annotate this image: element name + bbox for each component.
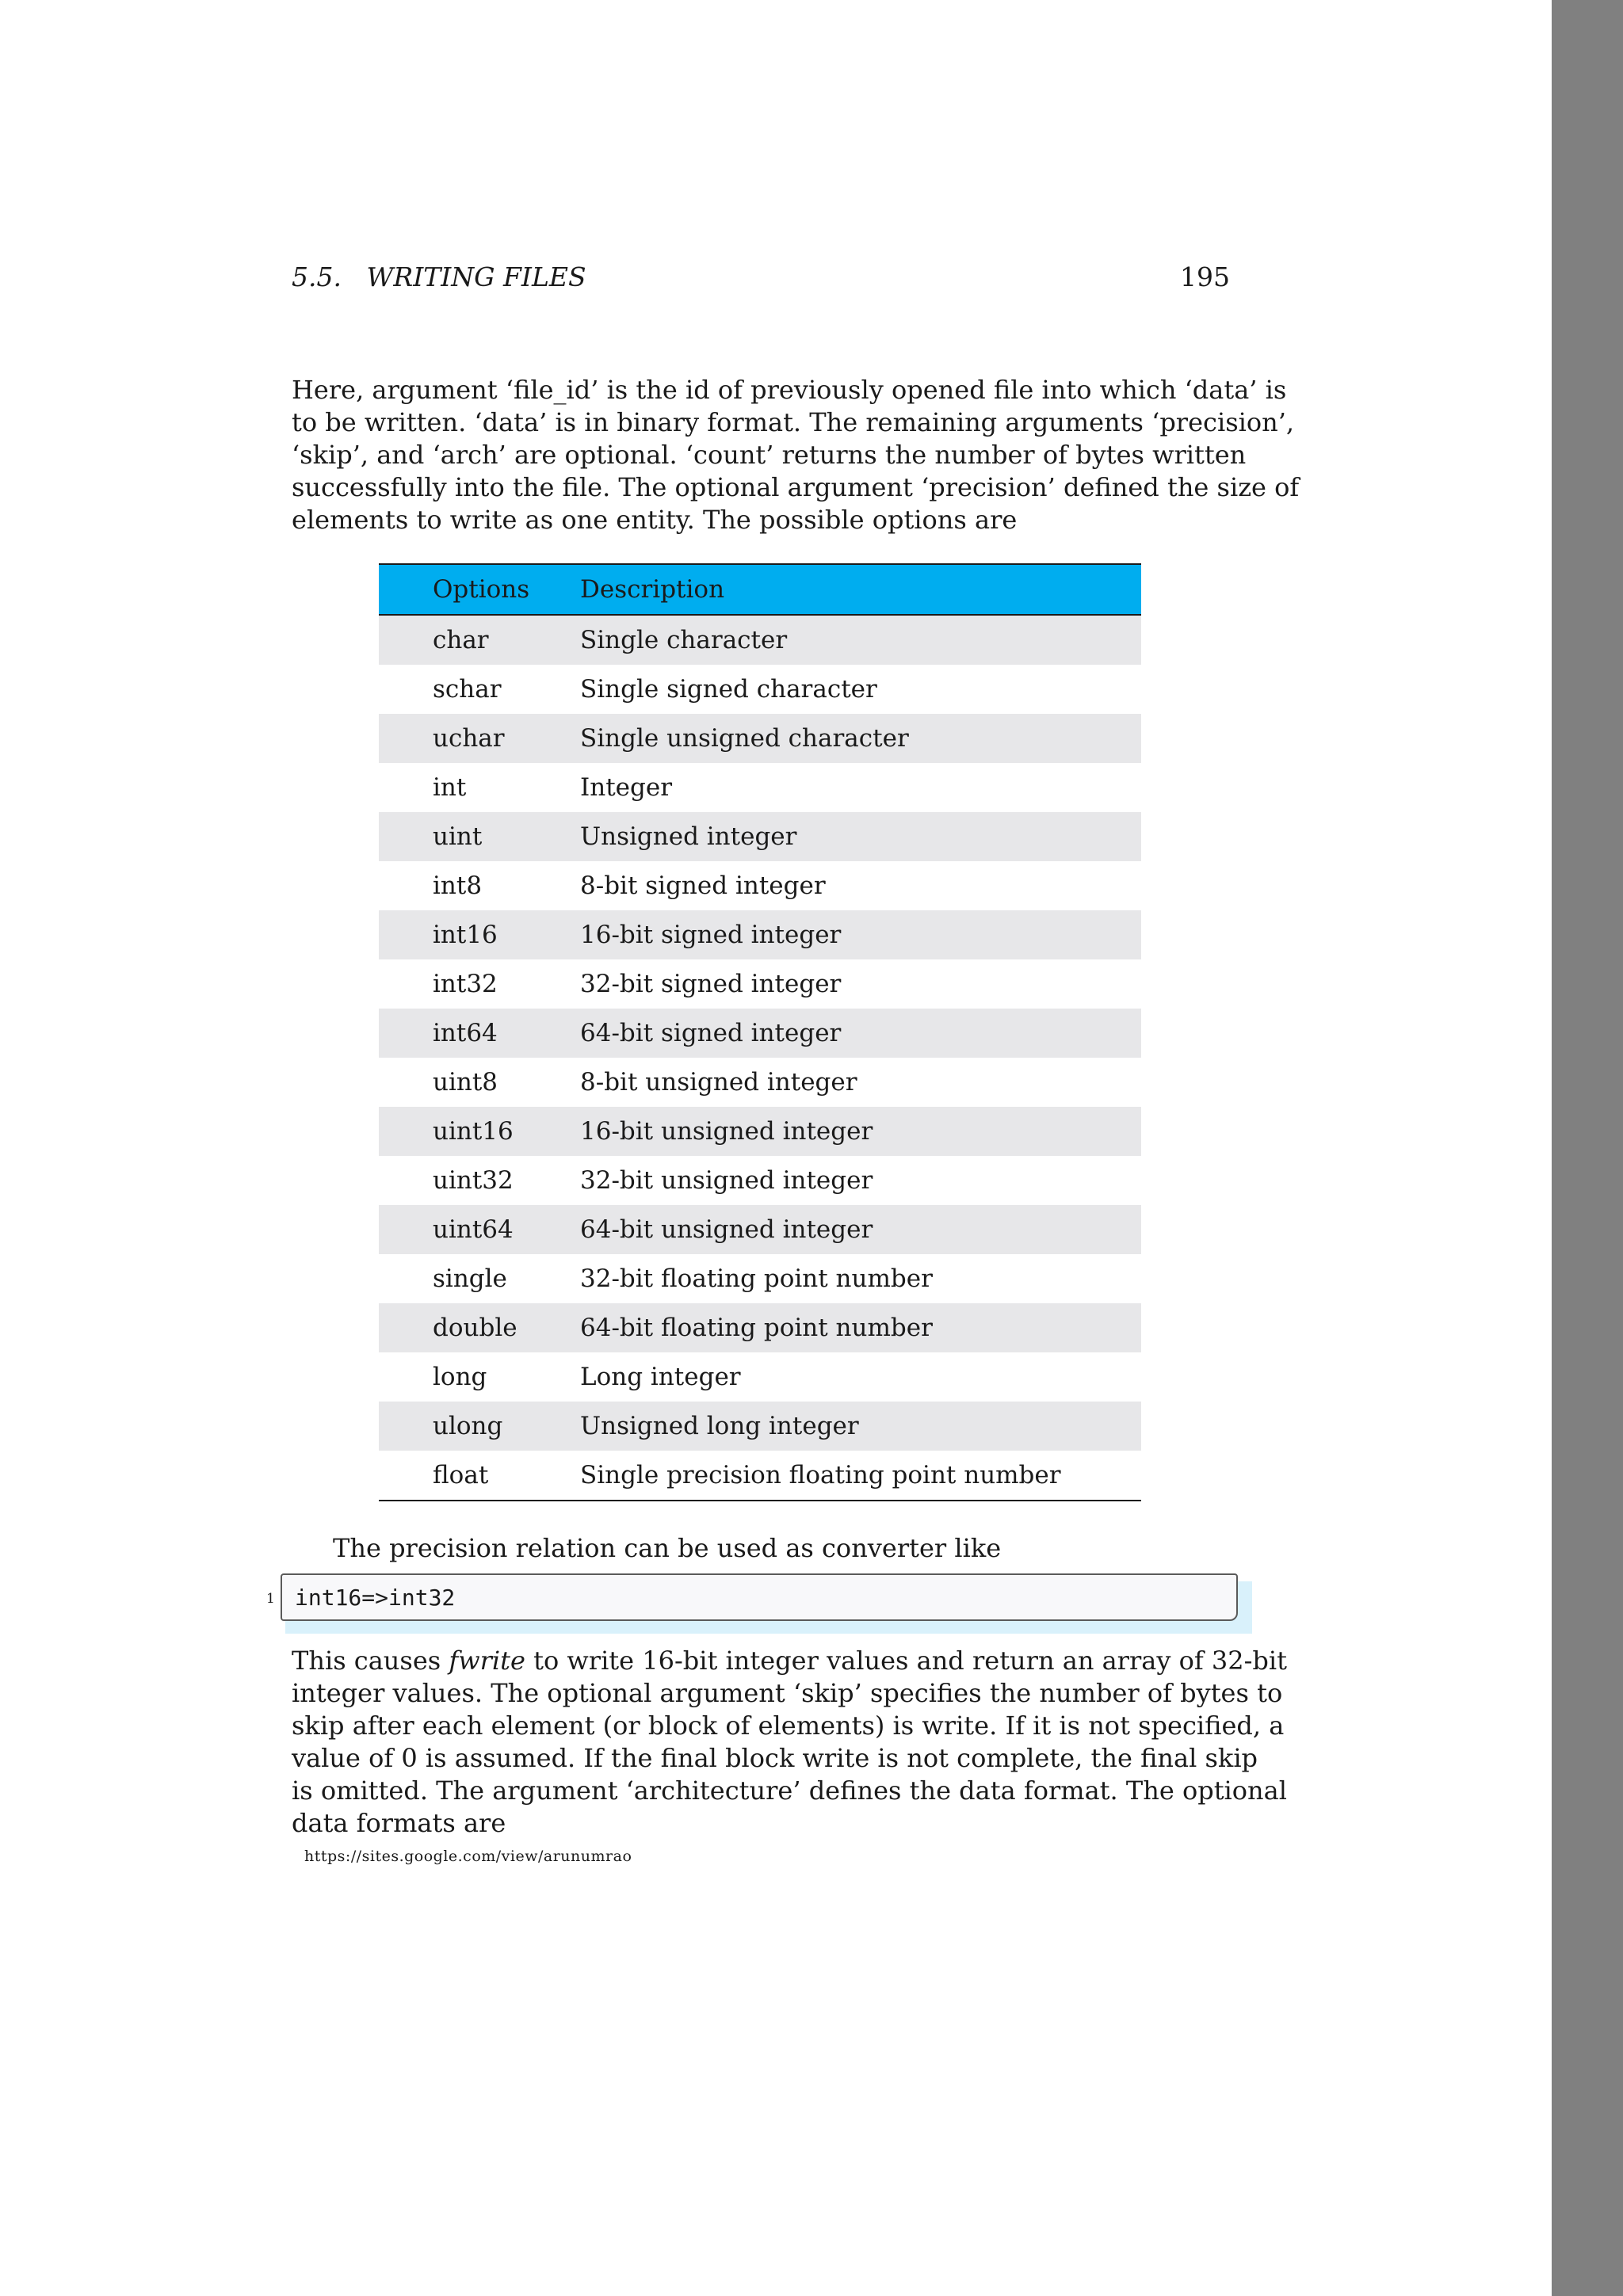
table-row	[379, 665, 1141, 714]
header-options: Options	[433, 575, 530, 604]
text-line: data formats are	[292, 1808, 506, 1838]
description-cell: Single unsigned character	[580, 724, 909, 753]
option-cell: int16	[433, 921, 498, 949]
table-row	[379, 1352, 1141, 1402]
table-row	[379, 1058, 1141, 1107]
text-line: skip after each element (or block of elements) is write. If it is not specified, a	[292, 1711, 1285, 1741]
description-cell: 64-bit unsigned integer	[580, 1215, 873, 1244]
description-cell: Single signed character	[580, 675, 877, 704]
table-row	[379, 615, 1141, 665]
description-cell: Single precision floating point number	[580, 1461, 1061, 1489]
option-cell: int32	[433, 970, 498, 998]
description-cell: Long integer	[580, 1363, 741, 1391]
option-cell: uint32	[433, 1166, 514, 1195]
option-cell: double	[433, 1314, 517, 1342]
text-line: ‘skip’, and ‘arch’ are optional. ‘count’ returns the number of bytes written	[292, 440, 1247, 470]
table-row	[379, 910, 1141, 959]
text-line: is omitted. The argument ‘architecture’ defines the data format. The optional	[292, 1775, 1287, 1806]
description-cell: 32-bit floating point number	[580, 1264, 933, 1293]
running-header	[292, 261, 1230, 301]
table-row	[379, 1156, 1141, 1205]
description-cell: 8-bit unsigned integer	[580, 1068, 857, 1097]
option-cell: uint64	[433, 1215, 514, 1244]
text-line: to be written. ‘data’ is in binary format. The remaining arguments ‘precision’,	[292, 407, 1295, 437]
header-description: Description	[580, 575, 725, 604]
table-row	[379, 1402, 1141, 1451]
page-number: 195	[1180, 261, 1230, 292]
table-row	[379, 1009, 1141, 1058]
text-line	[292, 1645, 1287, 1677]
description-cell: Single character	[580, 626, 788, 654]
table-row	[379, 763, 1141, 812]
option-cell: char	[433, 626, 489, 654]
table-row	[379, 812, 1141, 861]
table-row	[379, 861, 1141, 910]
description-cell: 32-bit signed integer	[580, 970, 842, 998]
option-cell: uint8	[433, 1068, 498, 1097]
text-fragment: This causes	[292, 1646, 449, 1676]
table-row	[379, 1107, 1141, 1156]
text-line: successfully into the file. The optional argument ‘precision’ defined the size of	[292, 472, 1300, 502]
code-text: int16=>int32	[295, 1585, 456, 1611]
text-line: elements to write as one entity. The possible options are	[292, 505, 1018, 535]
code-block	[281, 1573, 1238, 1621]
table-row	[379, 1303, 1141, 1352]
option-cell: uint	[433, 822, 483, 851]
section-title: 5.5. WRITING FILES	[292, 261, 586, 292]
description-cell: 16-bit signed integer	[580, 921, 842, 949]
option-cell: int64	[433, 1019, 498, 1047]
description-cell: Integer	[580, 773, 673, 802]
body-paragraph	[292, 1645, 1287, 1840]
table-row	[379, 1205, 1141, 1254]
function-name: fwrite	[449, 1646, 525, 1676]
description-cell: 64-bit floating point number	[580, 1314, 933, 1342]
description-cell: Unsigned integer	[580, 822, 797, 851]
code-line-number: 1	[266, 1591, 275, 1607]
text-fragment: to write 16-bit integer values and return an array of 32-bit	[525, 1646, 1287, 1676]
option-cell: uchar	[433, 724, 505, 753]
table-row	[379, 1451, 1141, 1501]
option-cell: float	[433, 1461, 489, 1489]
description-cell: Unsigned long integer	[580, 1412, 859, 1440]
precision-options-table	[379, 563, 1141, 1501]
option-cell: int	[433, 773, 467, 802]
option-cell: int8	[433, 871, 483, 900]
page-edge-bar	[1552, 0, 1623, 2296]
option-cell: single	[433, 1264, 507, 1293]
text-line: integer values. The optional argument ‘skip’ specifies the number of bytes to	[292, 1678, 1283, 1708]
table-row	[379, 714, 1141, 763]
option-cell: ulong	[433, 1412, 503, 1440]
converter-sentence: The precision relation can be used as converter like	[333, 1533, 1002, 1563]
table-header-row	[379, 564, 1141, 615]
description-cell: 64-bit signed integer	[580, 1019, 842, 1047]
description-cell: 16-bit unsigned integer	[580, 1117, 873, 1146]
intro-paragraph	[292, 374, 1300, 536]
footer-url[interactable]: https://sites.google.com/view/arunumrao	[304, 1848, 632, 1865]
text-line: value of 0 is assumed. If the final block write is not complete, the final skip	[292, 1743, 1258, 1773]
text-line: Here, argument ‘file_id’ is the id of previously opened file into which ‘data’ is	[292, 375, 1287, 405]
description-cell: 32-bit unsigned integer	[580, 1166, 873, 1195]
table-row	[379, 1254, 1141, 1303]
option-cell: long	[433, 1363, 487, 1391]
option-cell: schar	[433, 675, 502, 704]
table-row	[379, 959, 1141, 1009]
option-cell: uint16	[433, 1117, 514, 1146]
description-cell: 8-bit signed integer	[580, 871, 826, 900]
